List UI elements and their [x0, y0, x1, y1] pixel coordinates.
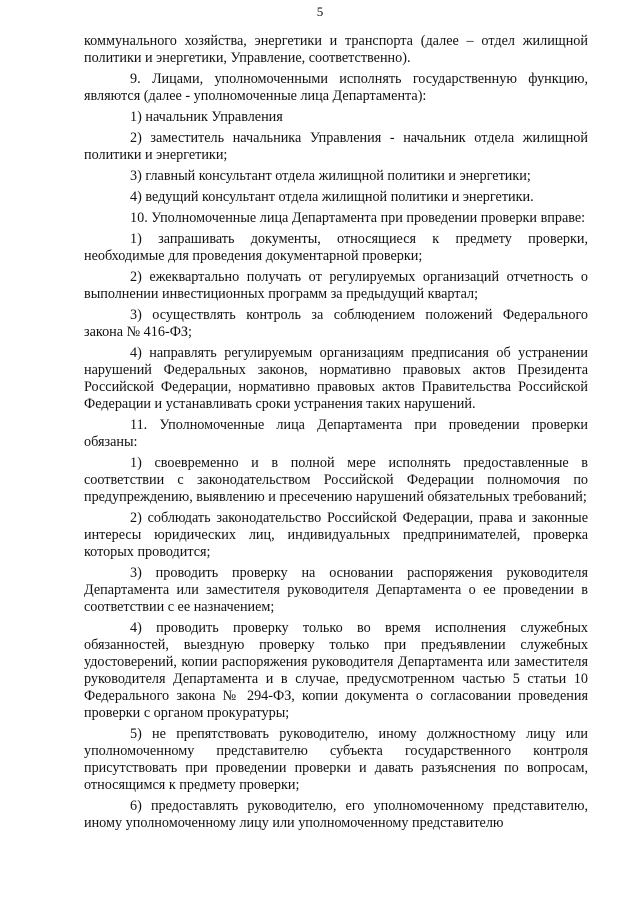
document-body — [84, 33, 588, 836]
paragraph: 4) направлять регулируемым организациям предписания об устранении нарушений Федеральных законов, нормативно правовых актов Президента Российской Федерации, нормативно правовых актов Правительства Российской Федерации и устанавливать сроки устранения таких нарушений. — [84, 345, 588, 412]
paragraph: 11. Уполномоченные лица Департамента при проведении проверки обязаны: — [84, 417, 588, 450]
paragraph: 3) осуществлять контроль за соблюдением положений Федерального закона № 416-ФЗ; — [84, 307, 588, 340]
paragraph: 1) запрашивать документы, относящиеся к предмету проверки, необходимые для проведения документарной проверки; — [84, 231, 588, 264]
paragraph: 1) начальник Управления — [130, 109, 283, 125]
paragraph: 2) ежеквартально получать от регулируемых организаций отчетность о выполнении инвестиционных программ за предыдущий квартал; — [84, 269, 588, 302]
paragraph: 10. Уполномоченные лица Департамента при проведении проверки вправе: — [130, 210, 586, 226]
paragraph: 4) проводить проверку только во время исполнения служебных обязанностей, выездную проверку только при предъявлении служебных удостоверений, копии распоряжения руководителя Департамента или заместителя руководителя Департамента и в случае, предусмотренном частью 5 статьи 10 Федерального закона № 294-ФЗ, копии документа о согласовании проведения проверки с органом прокуратуры; — [84, 620, 588, 721]
paragraph: коммунального хозяйства, энергетики и транспорта (далее – отдел жилищной политики и энергетики, Управление, соответственно). — [84, 33, 588, 66]
paragraph: 5) не препятствовать руководителю, иному должностному лицу или уполномоченному представителю субъекта государственного контроля присутствовать при проведении проверки и давать разъяснения по вопросам, относящимся к предмету проверки; — [84, 726, 588, 793]
paragraph: 3) проводить проверку на основании распоряжения руководителя Департамента или заместителя руководителя Департамента о ее проведении в соответствии с ее назначением; — [84, 565, 588, 615]
paragraph: 6) предоставлять руководителю, его уполномоченному представителю, иному уполномоченному лицу или уполномоченному представителю — [84, 798, 588, 831]
paragraph: 9. Лицами, уполномоченными исполнять государственную функцию, являются (далее - уполномоченные лица Департамента): — [84, 71, 588, 104]
paragraph: 4) ведущий консультант отдела жилищной политики и энергетики. — [130, 189, 534, 205]
paragraph: 2) заместитель начальника Управления - начальник отдела жилищной политики и энергетики; — [84, 130, 588, 163]
paragraph: 2) соблюдать законодательство Российской Федерации, права и законные интересы юридических лиц, индивидуальных предпринимателей, проверка которых проводится; — [84, 510, 588, 560]
paragraph: 1) своевременно и в полной мере исполнять предоставленные в соответствии с законодательством Российской Федерации полномочия по предупреждению, выявлению и пресечению нарушений обязательных требований; — [84, 455, 588, 505]
page-number: 5 — [316, 4, 324, 19]
paragraph: 3) главный консультант отдела жилищной политики и энергетики; — [130, 168, 531, 184]
